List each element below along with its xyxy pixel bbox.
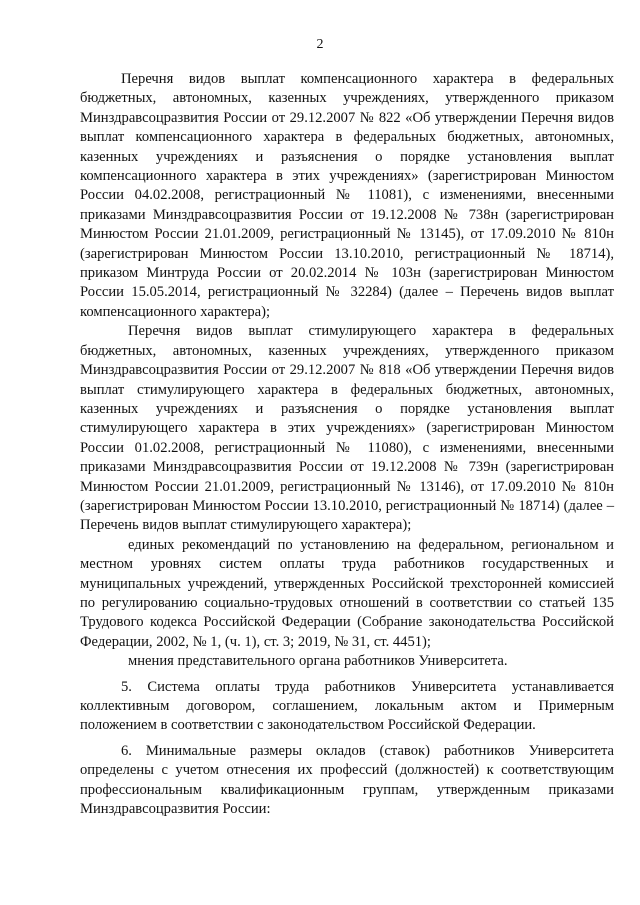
paragraph-clause-5: 5. Система оплаты труда работников Университета устанавливается коллективным договором, соглашением, локальным актом и Примерным положением в соответствии с законодательством Российской Федерации. <box>80 678 614 734</box>
page-number: 2 <box>316 37 324 52</box>
document-body <box>80 70 614 819</box>
paragraph-representative-opinion: мнения представительного органа работников Университета. <box>128 653 508 670</box>
paragraph-compensation-list: Перечня видов выплат компенсационного характера в федеральных бюджетных, автономных, казенных учреждениях, утвержденного приказом Минздравсоцразвития России от 29.12.2007 № 822 «Об утверждении Перечня видов выплат компенсационного характера в федеральных бюджетных, автономных, казенных учреждениях и разъяснения о порядке установления выплат компенсационного характера в этих учреждениях» (зарегистрирован Минюстом России 04.02.2008, регистрационный № 11081), с изменениями, внесенными приказами Минздравсоцразвития России от 19.12.2008 № 738н (зарегистрирован Минюстом России 21.01.2009, регистрационный № 13145), от 17.09.2010 № 810н (зарегистрирован Минюстом России 13.10.2010, регистрационный № 18714), приказом Минтруда России от 20.02.2014 № 103н (зарегистрирован Минюстом России 15.05.2014, регистрационный № 32284) (далее – Перечень видов выплат компенсационного характера); <box>80 71 614 320</box>
paragraph-unified-recommendations: единых рекомендаций по установлению на федеральном, региональном и местном уровнях систем оплаты труда работников государственных и муниципальных учреждений, утвержденных Российской трехсторонней комиссией по регулированию социально-трудовых отношений в соответствии со статьей 135 Трудового кодекса Российской Федерации (Собрание законодательства Российской Федерации, 2002, № 1, (ч. 1), ст. 3; 2019, № 31, ст. 4451); <box>80 536 614 650</box>
paragraph-clause-6: 6. Минимальные размеры окладов (ставок) работников Университета определены с учетом отнесения их профессий (должностей) к соответствующим профессиональным квалификационным группам, утвержденным приказами Минздравсоцразвития России: <box>80 742 614 818</box>
paragraph-incentive-list: Перечня видов выплат стимулирующего характера в федеральных бюджетных, автономных, казенных учреждениях, утвержденного приказом Минздравсоцразвития России от 29.12.2007 № 818 «Об утверждении Перечня видов выплат стимулирующего характера в федеральных бюджетных, автономных, казенных учреждениях и разъяснения о порядке установления выплат стимулирующего характера в этих учреждениях» (зарегистрирован Минюстом России 01.02.2008, регистрационный № 11080), с изменениями, внесенными приказами Минздравсоцразвития России от 19.12.2008 № 739н (зарегистрирован Минюстом России 21.01.2009, регистрационный № 13146), от 17.09.2010 № 810н (зарегистрирован Минюстом России 13.10.2010, регистрационный № 18714) (далее – Перечень видов выплат стимулирующего характера); <box>80 323 614 534</box>
